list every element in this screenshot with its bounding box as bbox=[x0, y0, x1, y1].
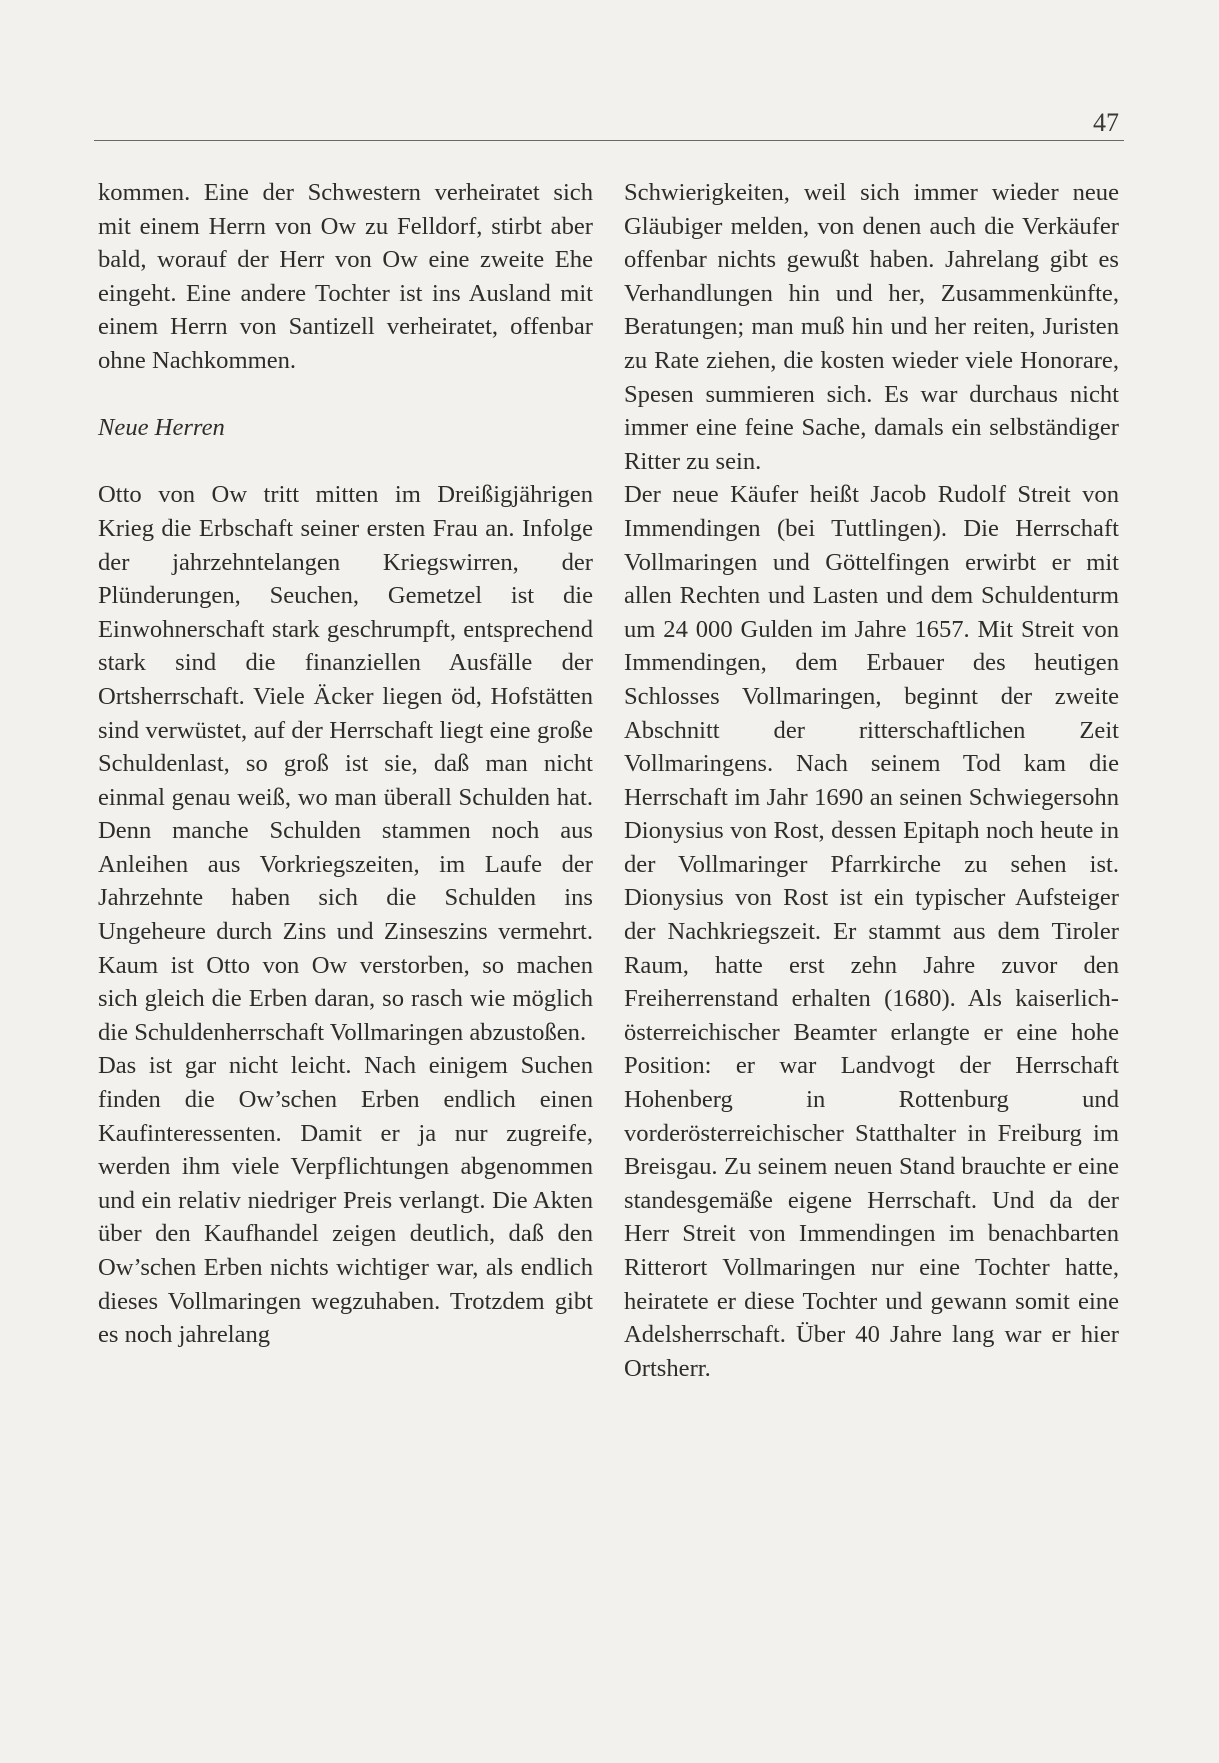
left-column bbox=[98, 176, 593, 1352]
paragraph: kommen. Eine der Schwestern verheiratet sich mit einem Herrn von Ow zu Felldorf, stirbt aber bald, worauf der Herr von Ow eine zweite Ehe eingeht. Eine andere Tochter ist ins Ausland mit einem Herrn von Santizell verheiratet, offenbar ohne Nachkommen. bbox=[98, 179, 593, 374]
spacer bbox=[98, 378, 593, 412]
paragraph: Schwierigkeiten, weil sich immer wieder neue Gläubiger melden, von denen auch die Verkäufer offenbar nichts gewußt haben. Jahrelang gibt es Verhandlungen hin und her, Zusammenkünfte, Beratungen; man muß hin und her reiten, Juristen zu Rate ziehen, die kosten wieder viele Honorare, Spesen summieren sich. Es war durchaus nicht immer eine feine Sache, damals ein selbständiger Ritter zu sein. bbox=[624, 179, 1119, 475]
page-number: 47 bbox=[1093, 108, 1119, 137]
header-rule bbox=[94, 140, 1124, 141]
spacer bbox=[98, 445, 593, 479]
paragraph: Otto von Ow tritt mitten im Dreißigjährigen Krieg die Erbschaft seiner ersten Frau an. Infolge der jahrzehntelangen Kriegswirren, der Plünderungen, Seuchen, Gemetzel ist die Einwohnerschaft stark geschrumpft, entsprechend stark sind die finanziellen Ausfälle der Ortsherrschaft. Viele Äcker liegen öd, Hofstätten sind verwüstet, auf der Herrschaft liegt eine große Schuldenlast, so groß ist sie, daß man nicht einmal genau weiß, wo man überall Schulden hat. Denn manche Schulden stammen noch aus Anleihen aus Vorkriegszeiten, im Laufe der Jahrzehnte haben sich die Schulden ins Ungeheure durch Zins und Zinseszins vermehrt. Kaum ist Otto von Ow verstorben, so machen sich gleich die Erben daran, so rasch wie möglich die Schuldenherrschaft Vollmaringen abzustoßen. bbox=[98, 481, 593, 1046]
right-column bbox=[624, 176, 1119, 1385]
paragraph: Das ist gar nicht leicht. Nach einigem Suchen finden die Ow’schen Erben endlich einen Kaufinteressenten. Damit er ja nur zugreife, werden ihm viele Verpflichtungen abgenommen und ein relativ niedriger Preis verlangt. Die Akten über den Kaufhandel zeigen deutlich, daß den Ow’schen Erben nichts wichtiger war, als endlich dieses Vollmaringen wegzuhaben. Trotzdem gibt es noch jahrelang bbox=[98, 1052, 593, 1349]
paragraph: Der neue Käufer heißt Jacob Rudolf Streit von Immendingen (bei Tuttlingen). Die Herrschaft Vollmaringen und Göttelfingen erwirbt er mit allen Rechten und Lasten und dem Schuldenturm um 24 000 Gulden im Jahre 1657. Mit Streit von Immendingen, dem Erbauer des heutigen Schlosses Vollmaringen, beginnt der zweite Abschnitt der ritterschaftlichen Zeit Vollmaringens. Nach seinem Tod kam die Herrschaft im Jahr 1690 an seinen Schwiegersohn Dionysius von Rost, dessen Epitaph noch heute in der Vollmaringer Pfarrkirche zu sehen ist. Dionysius von Rost ist ein typischer Aufsteiger der Nachkriegszeit. Er stammt aus dem Tiroler Raum, hatte erst zehn Jahre zuvor den Freiherrenstand erhalten (1680). Als kaiserlich-österreichischer Beamter erlangte er eine hohe Position: er war Landvogt der Herrschaft Hohenberg in Rottenburg und vorderösterreichischer Statthalter in Freiburg im Breisgau. Zu seinem neuen Stand brauchte er eine standesgemäße eigene Herrschaft. Und da der Herr Streit von Immendingen im benachbarten Ritterort Vollmaringen nur eine Tochter hatte, heiratete er diese Tochter und gewann somit eine Adelsherrschaft. Über 40 Jahre lang war er hier Ortsherr. bbox=[624, 481, 1119, 1382]
section-heading: Neue Herren bbox=[98, 414, 225, 442]
